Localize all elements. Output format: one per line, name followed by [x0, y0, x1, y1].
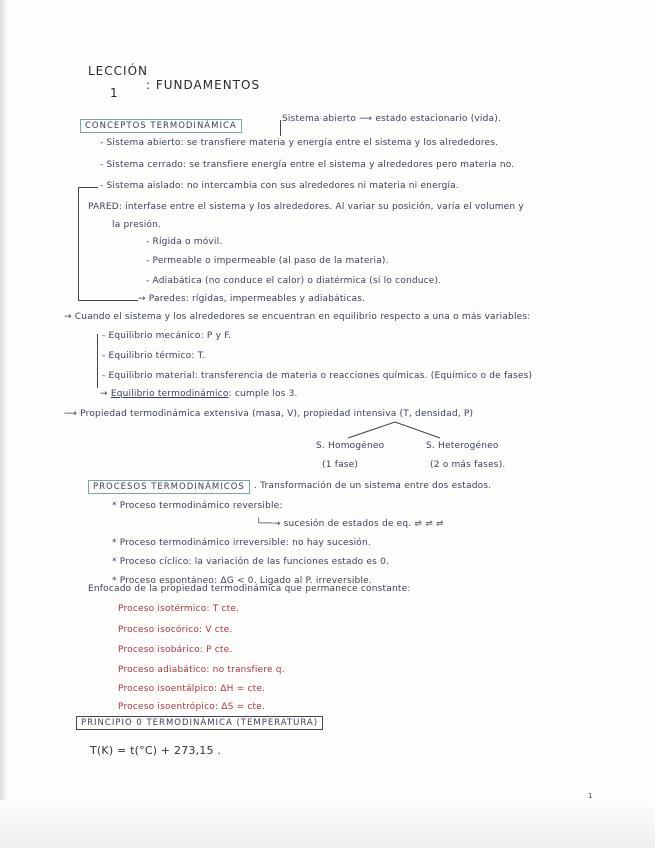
page-number: 1 [588, 792, 593, 800]
equilibrio-item: - Equilibrio mecánico: P y F. [102, 331, 232, 341]
proceso-tipo: Proceso isoentrópico: ΔS = cte. [118, 702, 266, 712]
procesos-definition: . Transformación de un sistema entre dos estados. [254, 481, 492, 491]
proceso-tipo: Proceso isobárico: P cte. [118, 645, 233, 655]
bracket-line [78, 300, 138, 301]
pared-item: - Adiabática (no conduce el calor) o diatérmica (sí lo conduce). [146, 276, 442, 286]
section-box-conceptos: CONCEPTOS TERMODINÁMICA [80, 119, 242, 133]
connector [280, 120, 281, 136]
sistema-abierto-note: Sistema abierto ⟶ estado estacionario (vida). [282, 114, 502, 124]
pared-item: - Rígida o móvil. [146, 237, 223, 247]
scan-bottom-shadow [0, 800, 655, 848]
scan-edge [0, 0, 8, 848]
brace-line [97, 334, 98, 388]
sucesion-note: └──→ sucesión de estados de eq. ⇌ ⇌ ⇌ [256, 519, 444, 529]
proceso-tipo: Proceso adiabático: no transfiere q. [118, 665, 285, 675]
bracket-line [78, 187, 79, 300]
equilibrio-intro: → Cuando el sistema y los alrededores se encuentran en equilibrio respecto a una o más variables: [64, 312, 531, 322]
pared-definition-cont: la presión. [112, 220, 162, 230]
eq-termo-label: Equilibrio termodinámico [110, 389, 229, 399]
homogeneo-sub: (1 fase) [322, 460, 359, 470]
bracket-line [78, 187, 98, 188]
proceso-item: * Proceso termodinámico irreversible: no hay sucesión. [112, 538, 371, 548]
equilibrio-item: - Equilibrio material: transferencia de materia o reacciones químicas. (Equímico o de fases) [102, 371, 533, 381]
concept-line: - Sistema cerrado: se transfiere energía entre el sistema y alrededores pero materia no. [100, 160, 515, 170]
paredes-summary: → Paredes: rígidas, impermeables y adiabáticas. [138, 294, 366, 304]
pared-item: - Permeable o impermeable (al paso de la materia). [146, 256, 389, 266]
section-box-principio: PRINCIPIO 0 TERMODINÁMICA (TEMPERATURA) [76, 716, 323, 730]
proceso-item: * Proceso cíclico: la variación de las funciones estado es 0. [112, 557, 390, 567]
concept-line: - Sistema abierto: se transfiere materia y energía entre el sistema y los alrededores. [100, 138, 499, 148]
proceso-tipo: Proceso isoentálpico: ΔH = cte. [118, 684, 266, 694]
proceso-item: * Proceso termodinámico reversible: [112, 501, 283, 511]
enfocado-line: Enfocado de la propiedad termodinámica que permanece constante: [88, 584, 411, 594]
lesson-number: 1 [110, 86, 119, 100]
heterogeneo-sub: (2 o más fases). [430, 460, 506, 470]
homogeneo: S. Homogéneo [316, 441, 385, 451]
concept-line: - Sistema aislado: no intercambia con sus alrededores ni materia ni energía. [100, 181, 459, 191]
eq-termo-rest: : cumple los 3. [228, 389, 298, 399]
proceso-tipo: Proceso isotérmico: T cte. [118, 604, 240, 614]
section-box-procesos: PROCESOS TERMODINÁMICOS [88, 480, 250, 494]
temperature-formula: T(K) = t(°C) + 273,15 . [90, 744, 222, 757]
split-arrows [340, 420, 450, 442]
propiedad-line: ⟶ Propiedad termodinámica extensiva (masa, V), propiedad intensiva (T, densidad, P) [64, 409, 474, 419]
lesson-label: LECCIÓN [88, 64, 148, 78]
equilibrio-termodinamico: → Equilibrio termodinámico: cumple los 3. [100, 389, 298, 399]
proceso-tipo: Proceso isocórico: V cte. [118, 625, 233, 635]
proceso-item: * Proceso espontáneo: ΔG < 0. Ligado al P. irreversible. [112, 576, 372, 586]
heterogeneo: S. Heterogéneo [426, 441, 499, 451]
equilibrio-item: - Equilibrio térmico: T. [102, 351, 206, 361]
pared-definition: PARED: interfase entre el sistema y los alrededores. Al variar su posición, varía el volumen y [88, 202, 524, 212]
lesson-title: : FUNDAMENTOS [146, 78, 261, 92]
